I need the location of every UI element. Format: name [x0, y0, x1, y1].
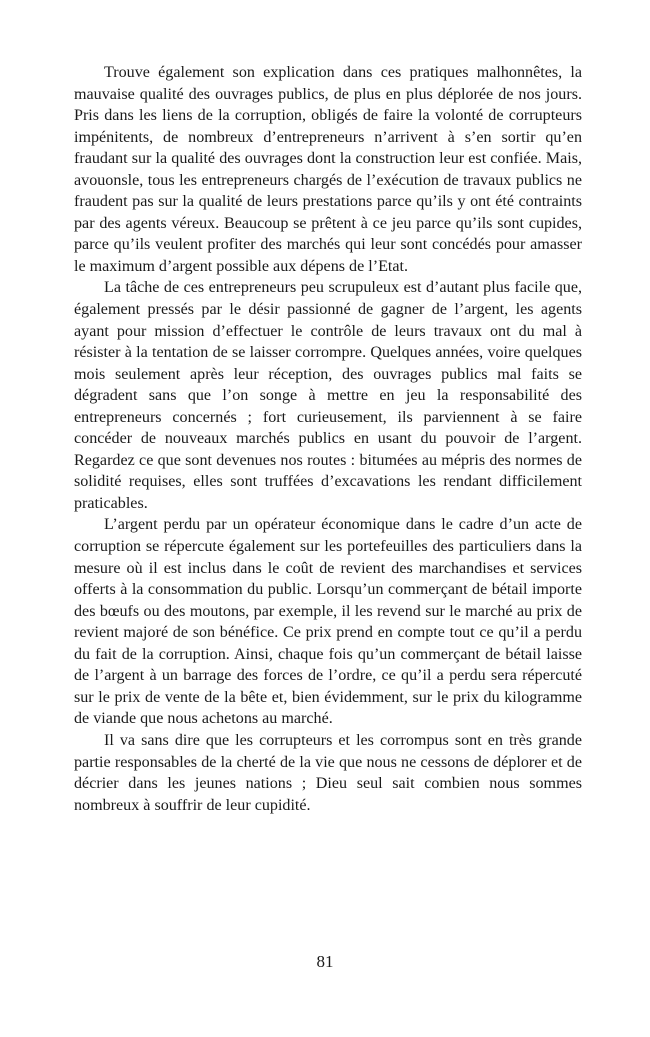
paragraph-2: La tâche de ces entrepreneurs peu scrupuleux est d’autant plus facile que, également pressés par le désir passionné de gagner de l’argent, les agents ayant pour mission d’effectuer le contrôle de leurs travaux ont du mal à résister à la tentation de se laisser corrompre. Quelques années, voire quelques mois seulement après leur réception, des ouvrages publics mal faits se dégradent sans que l’on songe à mettre en jeu la responsabilité des entrepreneurs concernés ; fort curieusement, ils parviennent à se faire concéder de nouveaux marchés publics en usant du pouvoir de l’argent. Regardez ce que sont devenues nos routes : bitumées au mépris des normes de solidité requises, elles sont truffées d’excavations les rendant difficilement praticables.: [74, 279, 582, 512]
page-body: [74, 62, 582, 816]
paragraph-4: Il va sans dire que les corrupteurs et les corrompus sont en très grande partie responsables de la cherté de la vie que nous ne cessons de déplorer et de décrier dans les jeunes nations ; Dieu seul sait combien nous sommes nombreux à souffrir de leur cupidité.: [74, 731, 582, 814]
page-number: 81: [316, 952, 334, 971]
paragraph-3: L’argent perdu par un opérateur économique dans le cadre d’un acte de corruption se répercute également sur les portefeuilles des particuliers dans la mesure où il est inclus dans le coût de revient des marchandises et services offerts à la consommation du public. Lorsqu’un commerçant de bétail importe des bœufs ou des moutons, par exemple, il les revend sur le marché au prix de revient majoré de son bénéfice. Ce prix prend en compte tout ce qu’il a perdu du fait de la corruption. Ainsi, chaque fois qu’un commerçant de bétail laisse de l’argent à un barrage des forces de l’ordre, ce qu’il a perdu sera répercuté sur le prix de vente de la bête et, bien évidemment, sur le prix du kilogramme de viande que nous achetons au marché.: [74, 516, 582, 728]
paragraph-1: Trouve également son explication dans ces pratiques malhonnêtes, la mauvaise qualité des ouvrages publics, de plus en plus déplorée de nos jours. Pris dans les liens de la corruption, obligés de faire la volonté de corrupteurs impénitents, de nombreux d’entrepreneurs n’arrivent à s’en sortir qu’en fraudant sur la qualité des ouvrages dont la construction leur est confiée. Mais, avouonsle, tous les entrepreneurs chargés de l’exécution de travaux publics ne fraudent pas sur la qualité de leurs prestations parce qu’ils y ont été contraints par des agents véreux. Beaucoup se prêtent à ce jeu parce qu’ils sont cupides, parce qu’ils veulent profiter des marchés qui leur sont concédés pour amasser le maximum d’argent possible aux dépens de l’Etat.: [74, 64, 582, 275]
